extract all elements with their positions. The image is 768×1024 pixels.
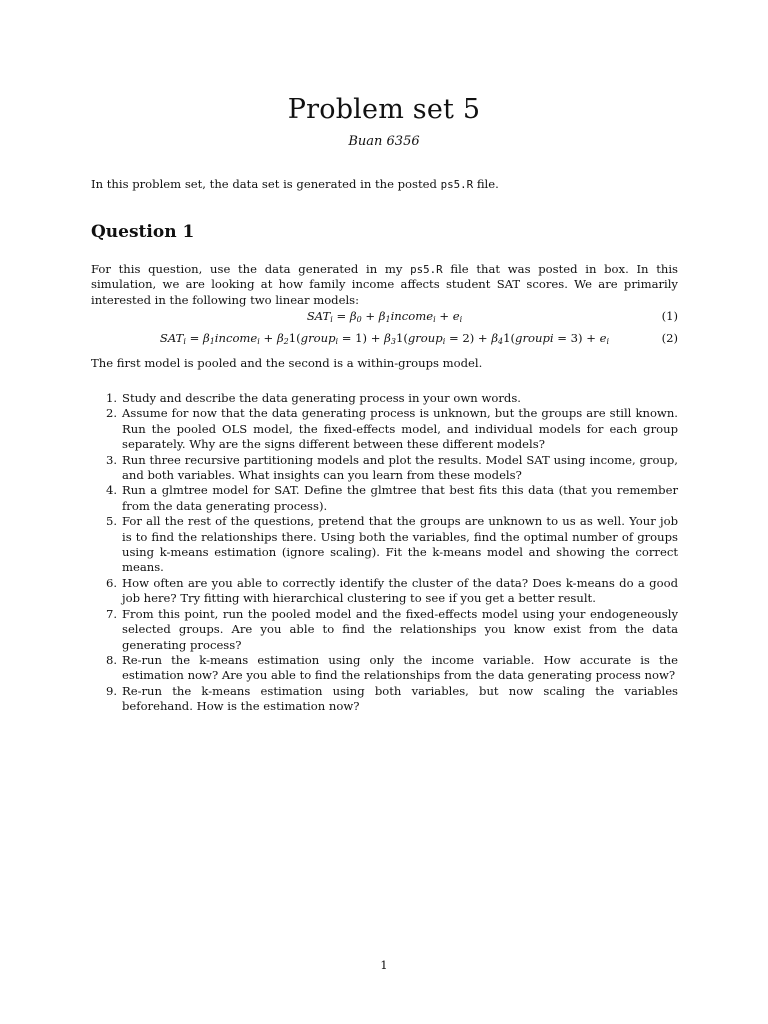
list-item bbox=[91, 653, 678, 684]
list-item-text: Run a glmtree model for SAT. Define the glmtree that best fits this data (that you remember from the data generating process). bbox=[122, 483, 678, 513]
list-item-number: 8. bbox=[106, 652, 118, 667]
list-item bbox=[91, 514, 678, 576]
list-item bbox=[91, 607, 678, 653]
question-list bbox=[91, 391, 678, 715]
equation-1 bbox=[91, 309, 678, 325]
list-item-text: How often are you able to correctly identify the cluster of the data? Does k-means do a good job here? Try fitting with hierarchical clustering to see if you get a better result. bbox=[122, 575, 678, 606]
question-code: ps5.R bbox=[410, 263, 443, 276]
page-title: Problem set 5 bbox=[287, 94, 481, 125]
list-item-text: Run three recursive partitioning models and plot the results. Model SAT using income, group, and both variables. What insights can you learn from these models? bbox=[122, 452, 678, 483]
list-item-text: Re-run the k-means estimation using only the income variable. How accurate is the estimation now? Are you able to find the relationships from the data generating process now? bbox=[122, 652, 678, 683]
list-item-text: Re-run the k-means estimation using both variables, but now scaling the variables beforehand. How is the estimation now? bbox=[122, 683, 678, 714]
equation-2-number: (2) bbox=[661, 331, 678, 345]
list-item bbox=[91, 391, 678, 406]
list-item bbox=[91, 406, 678, 452]
list-item-text: Study and describe the data generating process in your own words. bbox=[122, 391, 521, 405]
list-item bbox=[91, 483, 678, 514]
intro-paragraph bbox=[91, 177, 681, 192]
page-subtitle: Buan 6356 bbox=[348, 134, 420, 149]
list-item-number: 2. bbox=[106, 406, 118, 421]
question-text-before: For this question, use the data generated in my bbox=[91, 262, 411, 276]
list-item-number: 5. bbox=[106, 514, 118, 529]
list-item-text: Assume for now that the data generating process is unknown, but the groups are still known. Run the pooled OLS model, the fixed-effects model, and individual models for each group separately. Why are the signs different between these different models? bbox=[122, 406, 678, 452]
list-item bbox=[91, 684, 678, 715]
list-item-number: 3. bbox=[106, 452, 118, 467]
equation-1-body: $SAT_i = \beta_0$ + $\beta_1income_i + e_i$ bbox=[306, 309, 463, 324]
equation-2-body: $SAT_i$ = $\beta_1income_i$ + $\beta_21(group_i = 1)$ + $\beta_31(group_i = 2)$ + $\beta_41(groupi = 3) + e_i$ bbox=[159, 331, 610, 346]
question-heading: Question 1 bbox=[91, 222, 195, 242]
list-item-text: From this point, run the pooled model and the fixed-effects model using your endogeneously selected groups. Are you able to find the relationships you know exist from the data generating process? bbox=[122, 606, 678, 652]
equation-2 bbox=[91, 331, 678, 347]
list-item-number: 4. bbox=[106, 483, 118, 498]
question-paragraph bbox=[91, 262, 678, 308]
page-number: 1 bbox=[380, 958, 388, 972]
list-item bbox=[91, 576, 678, 607]
question-text-after: file that was posted in box. In this simulation, we are looking at how family income affects student SAT scores. We are primarily interested in the following two linear models: bbox=[91, 262, 678, 307]
intro-text-before: In this problem set, the data set is generated in the posted bbox=[91, 177, 441, 191]
list-item-number: 7. bbox=[106, 606, 118, 621]
list-item-number: 6. bbox=[106, 575, 118, 590]
intro-text-after: file. bbox=[473, 177, 499, 191]
equations-followup: The first model is pooled and the second is a within-groups model. bbox=[91, 356, 483, 370]
intro-code: ps5.R bbox=[440, 178, 474, 191]
equation-1-number: (1) bbox=[661, 309, 678, 323]
list-item-number: 9. bbox=[106, 683, 118, 698]
list-item-text: For all the rest of the questions, pretend that the groups are unknown to us as well. Your job is to find the relationships there. Using both the variables, find the optimal number of groups using k-means estimation (ignore scaling). Fit the k-means model and showing the correct means. bbox=[122, 514, 678, 575]
list-item-number: 1. bbox=[106, 391, 118, 405]
list-item bbox=[91, 453, 678, 484]
